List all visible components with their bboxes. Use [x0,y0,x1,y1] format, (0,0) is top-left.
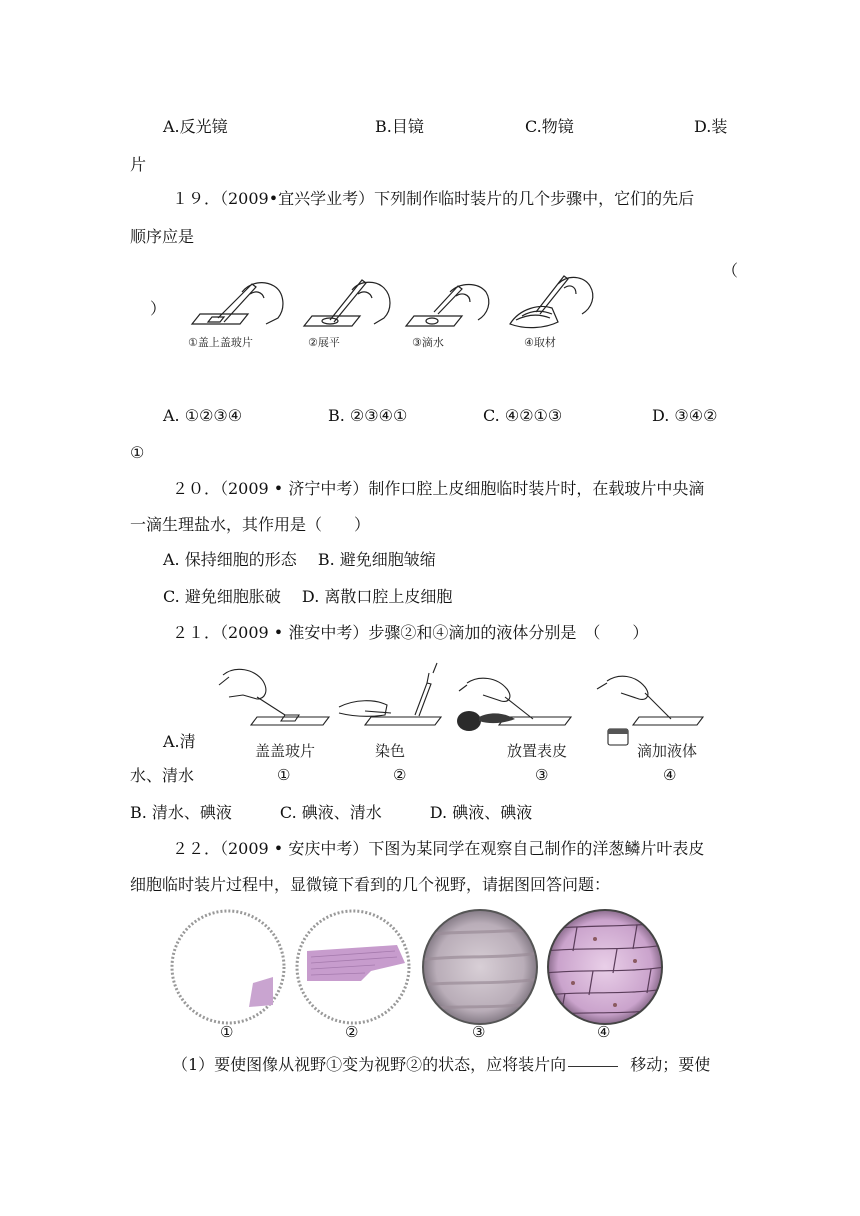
q18-option-d: D.装 [694,117,728,136]
q20-question-line2: 一滴生理盐水，其作用是（ ） [130,515,371,534]
q19-fig-label-2: ②展平 [308,336,340,349]
q18-option-d-continued: 片 [130,155,147,174]
onion-peel-icon [479,713,515,723]
q19-question-line1: １９．（2009•宜兴学业考）下列制作临时装片的几个步骤中，它们的先后 [172,189,695,208]
q21-fig-num-2: ② [393,766,407,784]
q20-question-line1: ２０．（2009 • 济宁中考）制作口腔上皮细胞临时装片时，在载玻片中央滴 [172,479,705,498]
q21-options-bcd: B. 清水、碘液 C. 碘液、清水 D. 碘液、碘液 [130,803,533,822]
q21-fig-label-3: 放置表皮 [507,742,568,760]
q22-view-num-3: ③ [472,1023,486,1041]
q20-options-ab: A. 保持细胞的形态 B. 避免细胞皱缩 [163,550,436,569]
q21-fig-num-3: ③ [535,766,549,784]
q22-view-num-1: ① [220,1023,234,1041]
q21-fig-num-4: ④ [663,766,677,784]
q21-steps-figure [215,655,720,790]
onion-bulb-icon [457,711,481,731]
q21-fig-label-4: 滴加液体 [637,742,698,760]
q19-answer-paren-close: ） [150,299,167,318]
q21-fig-label-1: 盖盖玻片 [255,742,316,760]
q19-step4-illustration [510,276,593,328]
q22-microscope-views [165,905,680,1045]
q19-fig-label-3: ③滴水 [412,336,444,349]
q19-steps-figure [180,262,620,354]
q22-sub1-line [172,1057,710,1073]
q21-option-a-part2: 水、清水 [130,766,195,785]
q19-fig-label-1: ①盖上盖玻片 [188,336,253,349]
liquid-bottle-icon [608,729,628,745]
view-4-field [545,910,665,1024]
q18-option-b: B.目镜 [375,117,424,136]
q21-step2-illustration [339,663,441,725]
q22-sub1-after: 移动；要使 [630,1055,711,1074]
q19-answer-paren-open: （ [722,261,739,280]
q21-option-a-part1: A.清 [163,732,196,751]
q19-option-d: D. ③④② [652,406,718,425]
q21-question-line1: ２１．（2009 • 淮安中考）步骤②和④滴加的液体分别是 （ ） [172,623,649,642]
q21-fig-label-2: 染色 [375,742,406,760]
q22-question-line1: ２２．（2009 • 安庆中考）下图为某同学在观察自己制作的洋葱鳞片叶表皮 [172,839,705,858]
q22-view-num-2: ② [345,1023,359,1041]
q19-step1-illustration [192,283,283,324]
q19-option-d-continued: ① [130,443,145,462]
view-1-field [172,911,284,1023]
q22-sub1-blank[interactable] [568,1066,618,1067]
q19-option-c: C. ④②①③ [483,406,563,425]
q18-option-a: A.反光镜 [163,117,228,136]
q22-sub1-before: （1）要使图像从视野①变为视野②的状态，应将装片向 [172,1055,567,1074]
q21-step4-illustration [597,676,703,725]
view-3-field [420,910,540,1024]
q19-option-b: B. ②③④① [328,406,408,425]
q22-question-line2: 细胞临时装片过程中，显微镜下看到的几个视野，请据图回答问题： [130,875,611,894]
q21-fig-num-1: ① [277,766,291,784]
q19-option-a: A. ①②③④ [163,406,243,425]
q20-options-cd: C. 避免细胞胀破 D. 离散口腔上皮细胞 [163,587,453,606]
q19-question-line2: 顺序应是 [130,227,195,246]
q21-step1-illustration [219,669,329,725]
view-2-field [297,911,409,1023]
q19-step3-illustration [406,285,489,327]
q22-view-num-4: ④ [597,1023,611,1041]
q19-step2-illustration [304,280,390,326]
q19-fig-label-4: ④取材 [524,336,556,349]
q18-option-c: C.物镜 [525,117,574,136]
